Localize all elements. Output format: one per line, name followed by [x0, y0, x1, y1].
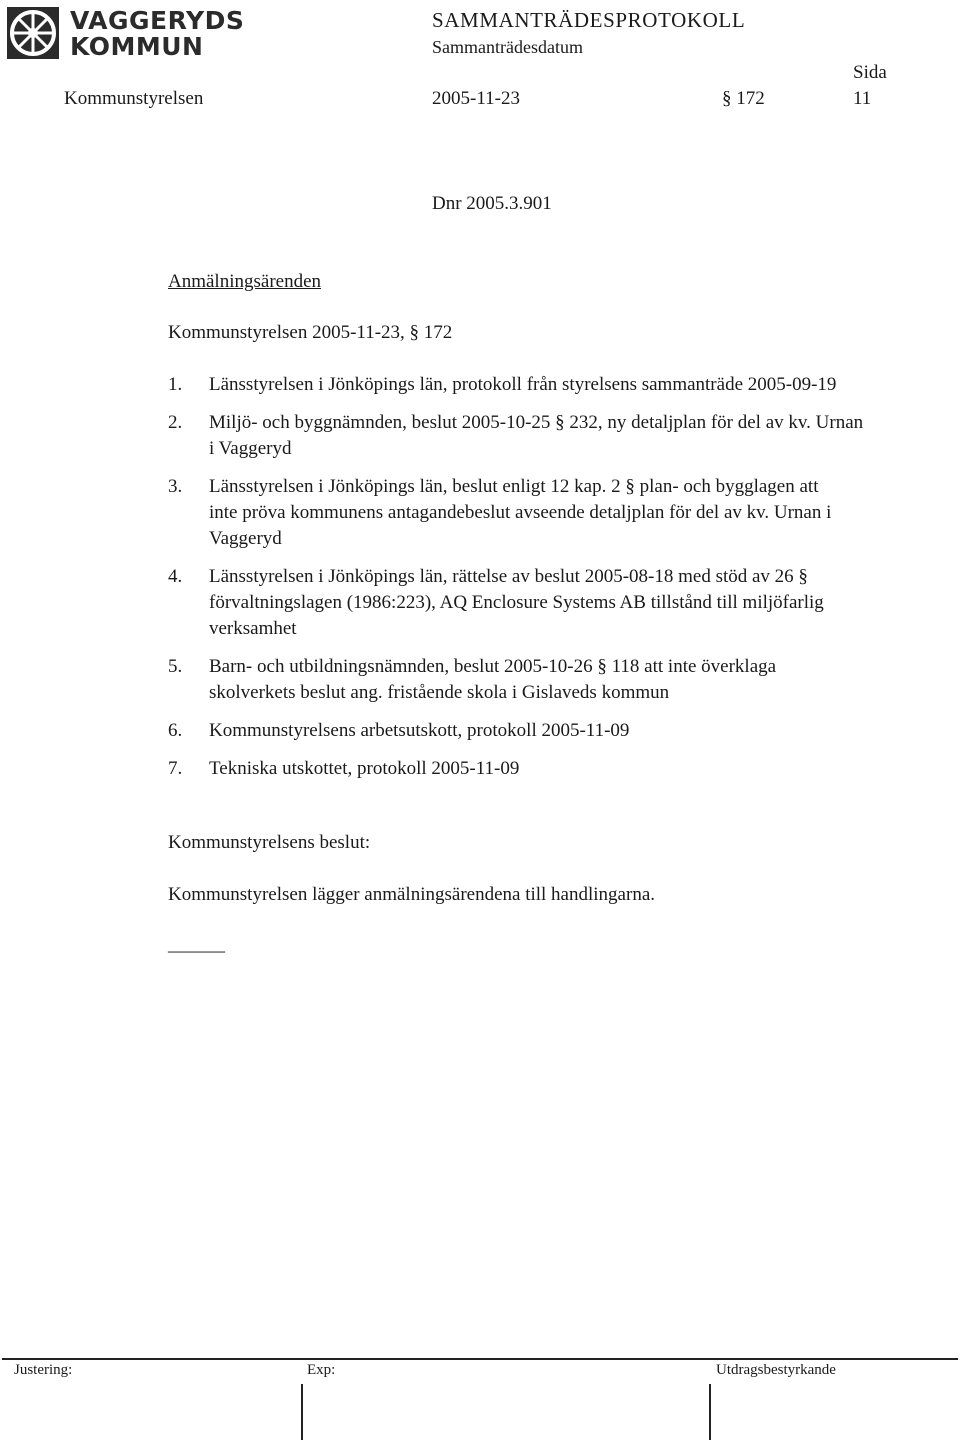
decision-heading: Kommunstyrelsens beslut:	[168, 832, 371, 853]
list-item	[168, 654, 888, 706]
footer-separator	[301, 1384, 303, 1440]
end-marker: ______	[168, 934, 225, 955]
footer-separator	[709, 1384, 711, 1440]
footer-justering-label: Justering:	[14, 1362, 73, 1378]
header-body-name: Kommunstyrelsen	[64, 88, 204, 109]
list-item-number: 2.	[168, 412, 183, 433]
list-item	[168, 718, 888, 744]
list-item	[168, 474, 888, 552]
list-item-text: Länsstyrelsen i Jönköpings län, beslut enligt 12 kap. 2 § plan- och bygglagen att inte pröva kommunens antagandebeslut avseende detaljplan för del av kv. Urnan i Vaggeryd	[209, 476, 832, 549]
municipal-wheel-emblem-icon	[6, 6, 60, 60]
list-item-number: 4.	[168, 566, 183, 587]
notification-list	[168, 372, 888, 782]
list-item-number: 5.	[168, 656, 183, 677]
decision-text: Kommunstyrelsen lägger anmälningsärendena till handlingarna.	[168, 884, 655, 905]
list-item	[168, 564, 888, 642]
header-paragraph-number: § 172	[722, 88, 765, 109]
municipality-logo	[6, 6, 245, 62]
document-type-title: SAMMANTRÄDESPROTOKOLL	[432, 8, 746, 32]
logo-text-line1: VAGGERYDS	[70, 6, 245, 35]
list-item-number: 6.	[168, 720, 183, 741]
list-item-text: Länsstyrelsen i Jönköpings län, protokoll från styrelsens sammanträde 2005-09-19	[209, 374, 837, 395]
list-item-number: 7.	[168, 758, 183, 779]
list-item	[168, 410, 888, 462]
list-item-text: Länsstyrelsen i Jönköpings län, rättelse av beslut 2005-08-18 med stöd av 26 § förvaltningslagen (1986:223), AQ Enclosure Systems AB tillstånd till miljöfarlig verksamhet	[209, 566, 824, 639]
header-page-number: 11	[853, 88, 872, 109]
list-item-text: Tekniska utskottet, protokoll 2005-11-09	[209, 758, 520, 779]
footer-utdrag-label: Utdragsbestyrkande	[716, 1362, 836, 1378]
section-title: Anmälningsärenden	[168, 271, 322, 292]
logo-text-line2: KOMMUN	[70, 32, 204, 61]
footer-exp-label: Exp:	[307, 1362, 336, 1378]
page-label: Sida	[853, 62, 887, 83]
list-item	[168, 756, 888, 782]
footer-divider	[2, 1358, 958, 1360]
list-item-text: Barn- och utbildningsnämnden, beslut 2005-10-26 § 118 att inte överklaga skolverkets beslut ang. fristående skola i Gislaveds kommun	[209, 656, 777, 703]
meeting-reference: Kommunstyrelsen 2005-11-23, § 172	[168, 322, 453, 343]
list-item-text: Miljö- och byggnämnden, beslut 2005-10-25 § 232, ny detaljplan för del av kv. Urnan i Vaggeryd	[209, 412, 864, 459]
diary-number: Dnr 2005.3.901	[432, 193, 552, 214]
list-item-number: 1.	[168, 374, 183, 395]
list-item-text: Kommunstyrelsens arbetsutskott, protokoll 2005-11-09	[209, 720, 630, 741]
list-item	[168, 372, 888, 398]
list-item-number: 3.	[168, 476, 183, 497]
header-meeting-date: 2005-11-23	[432, 88, 520, 109]
meeting-date-label: Sammanträdesdatum	[432, 37, 583, 57]
